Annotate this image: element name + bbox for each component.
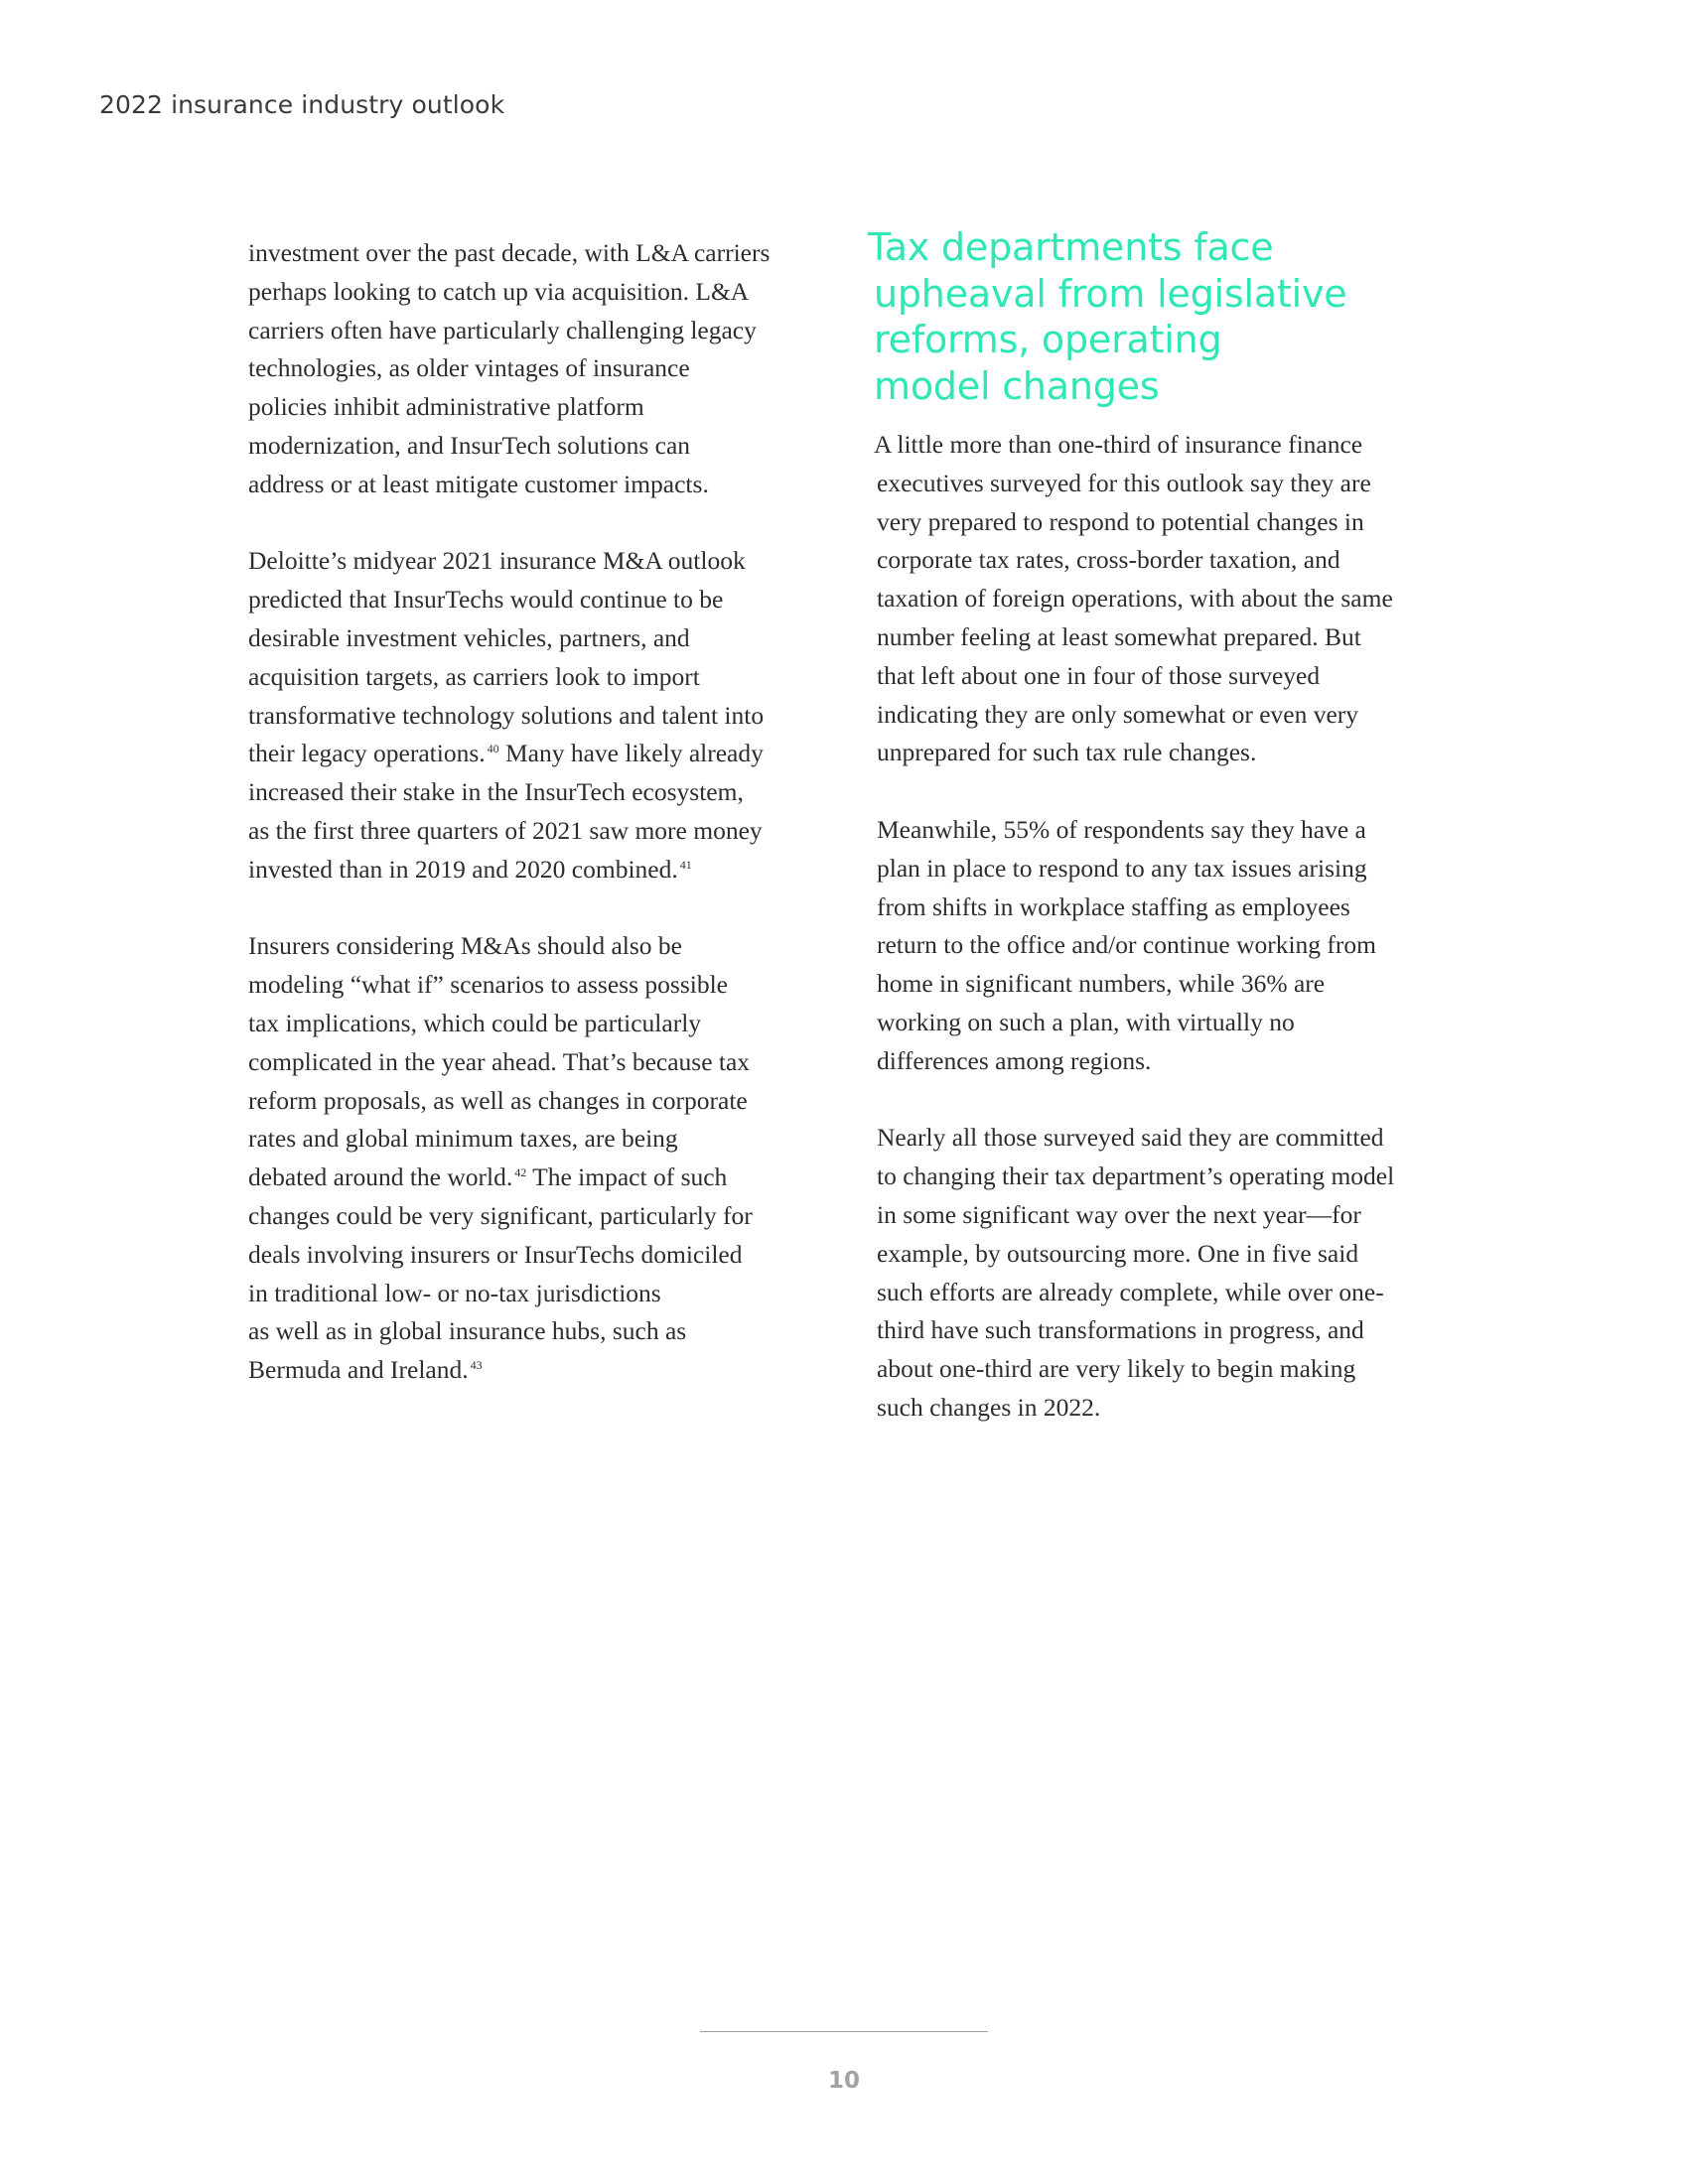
text-line: address or at least mitigate customer impacts.: [248, 469, 709, 498]
text-line: as well as in global insurance hubs, such as: [248, 1316, 687, 1346]
section-heading: [868, 224, 1470, 409]
text-line: investment over the past decade, with L&A carriers: [248, 238, 771, 267]
heading-line: Tax departments face: [868, 225, 1274, 269]
text-line: executives surveyed for this outlook say they are: [877, 468, 1371, 497]
paragraph: [248, 927, 824, 1390]
text-line: Deloitte’s midyear 2021 insurance M&A outlook: [248, 546, 746, 576]
text-line: plan in place to respond to any tax issues arising: [877, 853, 1367, 883]
text-line: acquisition targets, as carriers look to import: [248, 661, 700, 691]
text-line: increased their stake in the InsurTech ecosystem,: [248, 777, 744, 807]
text-line: [248, 735, 824, 773]
text-line: modernization, and InsurTech solutions can: [248, 430, 691, 460]
footer-divider: [700, 2031, 988, 2032]
text-line: about one-third are very likely to begin making: [877, 1354, 1356, 1384]
text-line: example, by outsourcing more. One in five said: [877, 1238, 1359, 1268]
text-line: modeling “what if” scenarios to assess possible: [248, 970, 728, 1000]
text-line: complicated in the year ahead. That’s because tax: [248, 1046, 751, 1076]
text-line: Meanwhile, 55% of respondents say they have a: [877, 814, 1366, 844]
text-line: technologies, as older vintages of insurance: [248, 353, 690, 383]
paragraph: [874, 426, 1470, 772]
heading-line: model changes: [874, 363, 1160, 408]
text-line: A little more than one-third of insurance finance: [874, 430, 1363, 459]
text-line: [248, 1159, 824, 1197]
footnote-marker: 43: [470, 1358, 483, 1373]
text-line: Nearly all those surveyed said they are committed: [877, 1123, 1384, 1153]
text-line: to changing their tax department’s operating model: [877, 1161, 1395, 1191]
text-line: Insurers considering M&As should also be: [248, 931, 682, 961]
text-line: as the first three quarters of 2021 saw more money: [248, 815, 763, 845]
text-line: carriers often have particularly challenging legacy: [248, 315, 757, 344]
text-line: reform proposals, as well as changes in corporate: [248, 1085, 748, 1115]
text-line: taxation of foreign operations, with about the same: [877, 584, 1393, 614]
text-segment: Many have likely already: [498, 739, 764, 768]
text-segment: their legacy operations.: [248, 739, 486, 768]
text-line: indicating they are only somewhat or even very: [877, 699, 1359, 729]
paragraph: [248, 234, 824, 504]
heading-line: reforms, operating: [874, 318, 1222, 361]
text-line: corporate tax rates, cross-border taxation, and: [877, 545, 1340, 575]
paragraph: [248, 542, 824, 888]
text-line: deals involving insurers or InsurTechs domiciled: [248, 1239, 743, 1269]
heading-line: upheaval from legislative: [874, 271, 1347, 316]
left-column: [248, 234, 824, 1390]
text-line: [248, 851, 824, 889]
text-line: number feeling at least somewhat prepared. But: [877, 621, 1361, 651]
text-line: in some significant way over the next year—for: [877, 1199, 1361, 1229]
text-line: perhaps looking to catch up via acquisition. L&A: [248, 276, 750, 306]
text-line: transformative technology solutions and talent into: [248, 700, 765, 730]
text-line: predicted that InsurTechs would continue to be: [248, 585, 724, 614]
text-line: desirable investment vehicles, partners, and: [248, 622, 690, 652]
text-line: return to the office and/or continue working from: [877, 930, 1377, 960]
text-line: working on such a plan, with virtually no: [877, 1007, 1295, 1036]
paragraph: [874, 1119, 1470, 1427]
footnote-marker: 42: [514, 1165, 527, 1180]
footnote-marker: 40: [487, 742, 499, 756]
text-line: such efforts are already complete, while over one-: [877, 1277, 1384, 1306]
text-line: very prepared to respond to potential changes in: [877, 506, 1364, 536]
footnote-marker: 41: [679, 857, 692, 872]
text-segment: The impact of such: [526, 1162, 728, 1192]
text-segment: Bermuda and Ireland.: [248, 1355, 469, 1385]
paragraph: [874, 811, 1470, 1081]
text-line: that left about one in four of those surveyed: [877, 660, 1321, 690]
text-line: unprepared for such tax rule changes.: [877, 738, 1257, 767]
text-segment: invested than in 2019 and 2020 combined.: [248, 854, 678, 884]
text-line: third have such transformations in progress, and: [877, 1315, 1364, 1345]
text-line: in traditional low- or no-tax jurisdictions: [248, 1278, 661, 1307]
right-column: [868, 224, 1470, 1428]
text-line: differences among regions.: [877, 1045, 1152, 1075]
text-line: home in significant numbers, while 36% are: [877, 969, 1326, 999]
text-line: rates and global minimum taxes, are being: [248, 1124, 678, 1154]
page-number: 10: [827, 2068, 860, 2094]
running-header: 2022 insurance industry outlook: [99, 90, 505, 119]
text-line: from shifts in workplace staffing as employees: [877, 891, 1350, 921]
text-line: changes could be very significant, particularly for: [248, 1200, 753, 1230]
text-line: [248, 1351, 824, 1390]
text-line: such changes in 2022.: [877, 1392, 1101, 1422]
text-line: tax implications, which could be particularly: [248, 1008, 702, 1037]
text-segment: debated around the world.: [248, 1162, 513, 1192]
text-line: policies inhibit administrative platform: [248, 392, 644, 422]
